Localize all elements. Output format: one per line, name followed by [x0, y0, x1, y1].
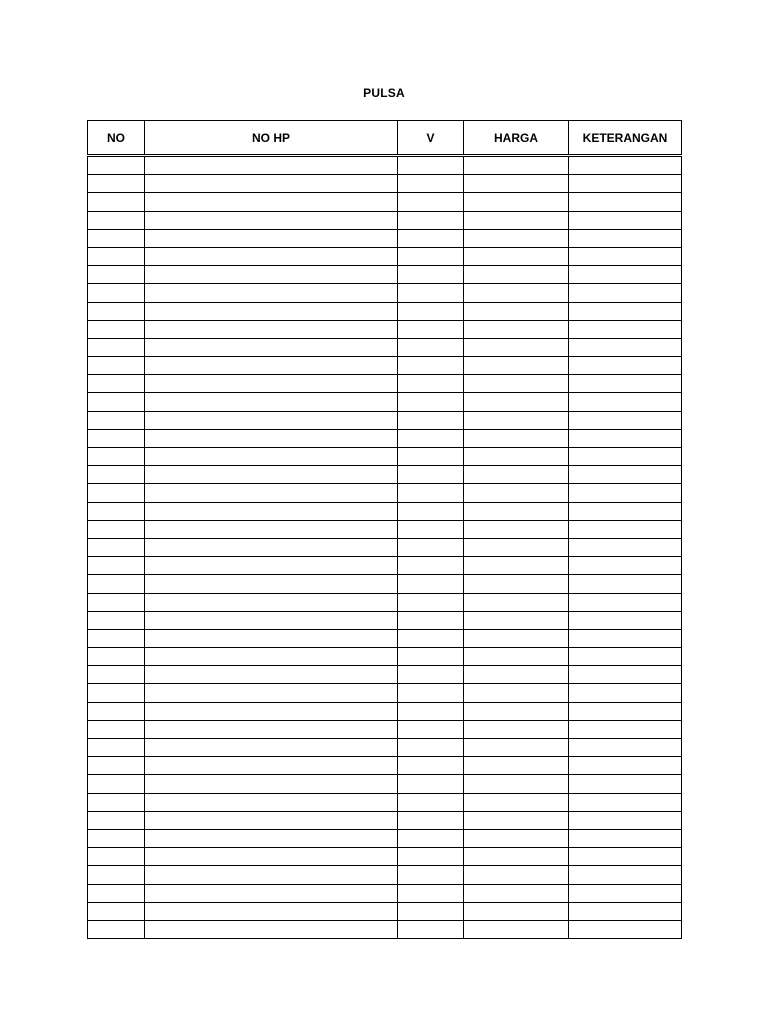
cell-harga: [464, 175, 569, 193]
cell-no: [88, 538, 145, 556]
cell-v: [398, 629, 464, 647]
cell-no-hp: [145, 538, 398, 556]
cell-no: [88, 338, 145, 356]
cell-no: [88, 302, 145, 320]
cell-harga: [464, 666, 569, 684]
cell-no-hp: [145, 520, 398, 538]
cell-no: [88, 229, 145, 247]
cell-v: [398, 229, 464, 247]
cell-v: [398, 739, 464, 757]
cell-keterangan: [569, 520, 682, 538]
table-row: [88, 484, 682, 502]
cell-v: [398, 502, 464, 520]
cell-harga: [464, 266, 569, 284]
cell-no-hp: [145, 720, 398, 738]
cell-keterangan: [569, 338, 682, 356]
cell-no-hp: [145, 484, 398, 502]
page-title: PULSA: [363, 86, 405, 100]
cell-no: [88, 811, 145, 829]
cell-no-hp: [145, 629, 398, 647]
table-row: [88, 357, 682, 375]
cell-harga: [464, 247, 569, 265]
cell-keterangan: [569, 739, 682, 757]
cell-no-hp: [145, 411, 398, 429]
cell-no: [88, 829, 145, 847]
cell-keterangan: [569, 848, 682, 866]
table-row: [88, 393, 682, 411]
cell-harga: [464, 920, 569, 938]
cell-no: [88, 884, 145, 902]
table-row: [88, 284, 682, 302]
cell-no-hp: [145, 775, 398, 793]
table-row: [88, 666, 682, 684]
table-row: [88, 757, 682, 775]
table-row: [88, 629, 682, 647]
cell-no: [88, 393, 145, 411]
table-row: [88, 320, 682, 338]
cell-no: [88, 502, 145, 520]
table-row: [88, 466, 682, 484]
cell-keterangan: [569, 175, 682, 193]
table-row: [88, 175, 682, 193]
table-row: [88, 611, 682, 629]
cell-no: [88, 175, 145, 193]
table-row: [88, 884, 682, 902]
cell-harga: [464, 156, 569, 175]
table-row: [88, 775, 682, 793]
column-header-no: NO: [88, 121, 145, 156]
cell-v: [398, 775, 464, 793]
cell-no-hp: [145, 611, 398, 629]
table-row: [88, 338, 682, 356]
table-row: [88, 448, 682, 466]
cell-no-hp: [145, 302, 398, 320]
cell-no-hp: [145, 829, 398, 847]
cell-no: [88, 411, 145, 429]
column-header-harga: HARGA: [464, 121, 569, 156]
table-row: [88, 411, 682, 429]
cell-v: [398, 338, 464, 356]
cell-v: [398, 757, 464, 775]
cell-keterangan: [569, 538, 682, 556]
cell-no-hp: [145, 848, 398, 866]
cell-keterangan: [569, 902, 682, 920]
cell-no: [88, 775, 145, 793]
cell-keterangan: [569, 666, 682, 684]
cell-harga: [464, 411, 569, 429]
table-row: [88, 593, 682, 611]
cell-no-hp: [145, 156, 398, 175]
cell-harga: [464, 629, 569, 647]
cell-v: [398, 920, 464, 938]
cell-no-hp: [145, 902, 398, 920]
cell-harga: [464, 520, 569, 538]
cell-no-hp: [145, 175, 398, 193]
cell-harga: [464, 357, 569, 375]
cell-harga: [464, 866, 569, 884]
cell-harga: [464, 575, 569, 593]
cell-keterangan: [569, 793, 682, 811]
cell-v: [398, 884, 464, 902]
table-row: [88, 811, 682, 829]
cell-no-hp: [145, 666, 398, 684]
cell-v: [398, 411, 464, 429]
table-row: [88, 156, 682, 175]
table-row: [88, 739, 682, 757]
cell-no: [88, 429, 145, 447]
cell-v: [398, 811, 464, 829]
cell-v: [398, 247, 464, 265]
table-row: [88, 793, 682, 811]
cell-v: [398, 702, 464, 720]
cell-no: [88, 702, 145, 720]
cell-keterangan: [569, 266, 682, 284]
cell-keterangan: [569, 720, 682, 738]
cell-harga: [464, 338, 569, 356]
cell-harga: [464, 448, 569, 466]
cell-no-hp: [145, 320, 398, 338]
cell-keterangan: [569, 320, 682, 338]
cell-no: [88, 484, 145, 502]
pulsa-table: [87, 120, 682, 939]
cell-no: [88, 793, 145, 811]
cell-v: [398, 684, 464, 702]
cell-no: [88, 211, 145, 229]
cell-no-hp: [145, 247, 398, 265]
cell-harga: [464, 193, 569, 211]
cell-no: [88, 648, 145, 666]
cell-no-hp: [145, 284, 398, 302]
cell-v: [398, 593, 464, 611]
column-header-no-hp: NO HP: [145, 121, 398, 156]
cell-harga: [464, 393, 569, 411]
cell-v: [398, 575, 464, 593]
cell-no-hp: [145, 448, 398, 466]
cell-v: [398, 484, 464, 502]
cell-no-hp: [145, 557, 398, 575]
cell-no: [88, 848, 145, 866]
cell-harga: [464, 702, 569, 720]
cell-v: [398, 320, 464, 338]
cell-harga: [464, 320, 569, 338]
cell-harga: [464, 375, 569, 393]
cell-no: [88, 720, 145, 738]
table-header-row: [88, 121, 682, 156]
cell-v: [398, 611, 464, 629]
cell-harga: [464, 557, 569, 575]
cell-no-hp: [145, 429, 398, 447]
cell-harga: [464, 538, 569, 556]
table-row: [88, 684, 682, 702]
table-row: [88, 902, 682, 920]
cell-v: [398, 375, 464, 393]
cell-no-hp: [145, 648, 398, 666]
table-row: [88, 229, 682, 247]
cell-harga: [464, 739, 569, 757]
cell-v: [398, 848, 464, 866]
cell-v: [398, 902, 464, 920]
cell-harga: [464, 648, 569, 666]
cell-keterangan: [569, 411, 682, 429]
cell-v: [398, 557, 464, 575]
cell-v: [398, 666, 464, 684]
table-row: [88, 648, 682, 666]
cell-harga: [464, 757, 569, 775]
cell-no: [88, 320, 145, 338]
cell-v: [398, 520, 464, 538]
cell-keterangan: [569, 648, 682, 666]
cell-no-hp: [145, 739, 398, 757]
cell-v: [398, 156, 464, 175]
cell-no-hp: [145, 266, 398, 284]
cell-harga: [464, 466, 569, 484]
cell-v: [398, 193, 464, 211]
cell-keterangan: [569, 466, 682, 484]
cell-harga: [464, 884, 569, 902]
cell-harga: [464, 302, 569, 320]
cell-no-hp: [145, 593, 398, 611]
cell-v: [398, 393, 464, 411]
cell-keterangan: [569, 575, 682, 593]
cell-v: [398, 211, 464, 229]
cell-v: [398, 266, 464, 284]
cell-no-hp: [145, 357, 398, 375]
cell-keterangan: [569, 702, 682, 720]
cell-harga: [464, 720, 569, 738]
cell-no-hp: [145, 884, 398, 902]
cell-no: [88, 611, 145, 629]
cell-no: [88, 902, 145, 920]
cell-harga: [464, 902, 569, 920]
cell-keterangan: [569, 811, 682, 829]
cell-v: [398, 538, 464, 556]
cell-keterangan: [569, 593, 682, 611]
cell-no-hp: [145, 920, 398, 938]
cell-v: [398, 648, 464, 666]
cell-no-hp: [145, 466, 398, 484]
cell-keterangan: [569, 629, 682, 647]
cell-keterangan: [569, 829, 682, 847]
cell-keterangan: [569, 775, 682, 793]
cell-keterangan: [569, 611, 682, 629]
cell-keterangan: [569, 866, 682, 884]
cell-v: [398, 357, 464, 375]
cell-no-hp: [145, 793, 398, 811]
cell-harga: [464, 229, 569, 247]
cell-no-hp: [145, 375, 398, 393]
cell-keterangan: [569, 884, 682, 902]
cell-no-hp: [145, 338, 398, 356]
cell-keterangan: [569, 393, 682, 411]
cell-v: [398, 302, 464, 320]
cell-no: [88, 739, 145, 757]
cell-no-hp: [145, 211, 398, 229]
cell-harga: [464, 429, 569, 447]
table-row: [88, 266, 682, 284]
cell-keterangan: [569, 484, 682, 502]
table-row: [88, 375, 682, 393]
cell-no: [88, 866, 145, 884]
cell-no-hp: [145, 393, 398, 411]
table-row: [88, 920, 682, 938]
table-row: [88, 520, 682, 538]
cell-v: [398, 793, 464, 811]
cell-v: [398, 448, 464, 466]
cell-no-hp: [145, 757, 398, 775]
cell-no: [88, 666, 145, 684]
cell-keterangan: [569, 229, 682, 247]
cell-keterangan: [569, 247, 682, 265]
cell-v: [398, 720, 464, 738]
cell-no-hp: [145, 702, 398, 720]
cell-keterangan: [569, 448, 682, 466]
cell-keterangan: [569, 357, 682, 375]
cell-keterangan: [569, 920, 682, 938]
cell-keterangan: [569, 302, 682, 320]
cell-no-hp: [145, 575, 398, 593]
cell-no: [88, 193, 145, 211]
cell-no-hp: [145, 811, 398, 829]
cell-keterangan: [569, 156, 682, 175]
cell-no: [88, 684, 145, 702]
table-row: [88, 502, 682, 520]
cell-harga: [464, 611, 569, 629]
table-row: [88, 429, 682, 447]
table-row: [88, 193, 682, 211]
table-row: [88, 247, 682, 265]
table-row: [88, 829, 682, 847]
cell-v: [398, 284, 464, 302]
cell-no: [88, 629, 145, 647]
cell-keterangan: [569, 193, 682, 211]
cell-no: [88, 448, 145, 466]
cell-v: [398, 829, 464, 847]
cell-harga: [464, 793, 569, 811]
cell-harga: [464, 484, 569, 502]
cell-keterangan: [569, 684, 682, 702]
cell-harga: [464, 502, 569, 520]
cell-harga: [464, 211, 569, 229]
cell-harga: [464, 775, 569, 793]
cell-harga: [464, 284, 569, 302]
cell-no: [88, 593, 145, 611]
cell-keterangan: [569, 375, 682, 393]
cell-no-hp: [145, 684, 398, 702]
cell-no: [88, 920, 145, 938]
cell-no: [88, 520, 145, 538]
cell-keterangan: [569, 284, 682, 302]
cell-keterangan: [569, 429, 682, 447]
table-body: [88, 156, 682, 939]
cell-no: [88, 357, 145, 375]
cell-harga: [464, 684, 569, 702]
table-row: [88, 575, 682, 593]
column-header-v: V: [398, 121, 464, 156]
cell-no: [88, 375, 145, 393]
cell-no-hp: [145, 229, 398, 247]
cell-v: [398, 866, 464, 884]
table-row: [88, 538, 682, 556]
table-row: [88, 557, 682, 575]
table-row: [88, 702, 682, 720]
cell-no-hp: [145, 193, 398, 211]
cell-no: [88, 284, 145, 302]
cell-keterangan: [569, 757, 682, 775]
cell-no-hp: [145, 866, 398, 884]
cell-keterangan: [569, 557, 682, 575]
cell-no: [88, 466, 145, 484]
table-row: [88, 720, 682, 738]
cell-v: [398, 466, 464, 484]
table-row: [88, 211, 682, 229]
cell-no: [88, 156, 145, 175]
cell-no: [88, 247, 145, 265]
cell-keterangan: [569, 211, 682, 229]
cell-v: [398, 175, 464, 193]
cell-keterangan: [569, 502, 682, 520]
cell-harga: [464, 593, 569, 611]
cell-v: [398, 429, 464, 447]
cell-no: [88, 557, 145, 575]
table-row: [88, 848, 682, 866]
column-header-keterangan: KETERANGAN: [569, 121, 682, 156]
table-row: [88, 302, 682, 320]
cell-harga: [464, 829, 569, 847]
cell-harga: [464, 811, 569, 829]
table-row: [88, 866, 682, 884]
cell-no: [88, 575, 145, 593]
cell-no-hp: [145, 502, 398, 520]
cell-no: [88, 757, 145, 775]
cell-no: [88, 266, 145, 284]
cell-harga: [464, 848, 569, 866]
